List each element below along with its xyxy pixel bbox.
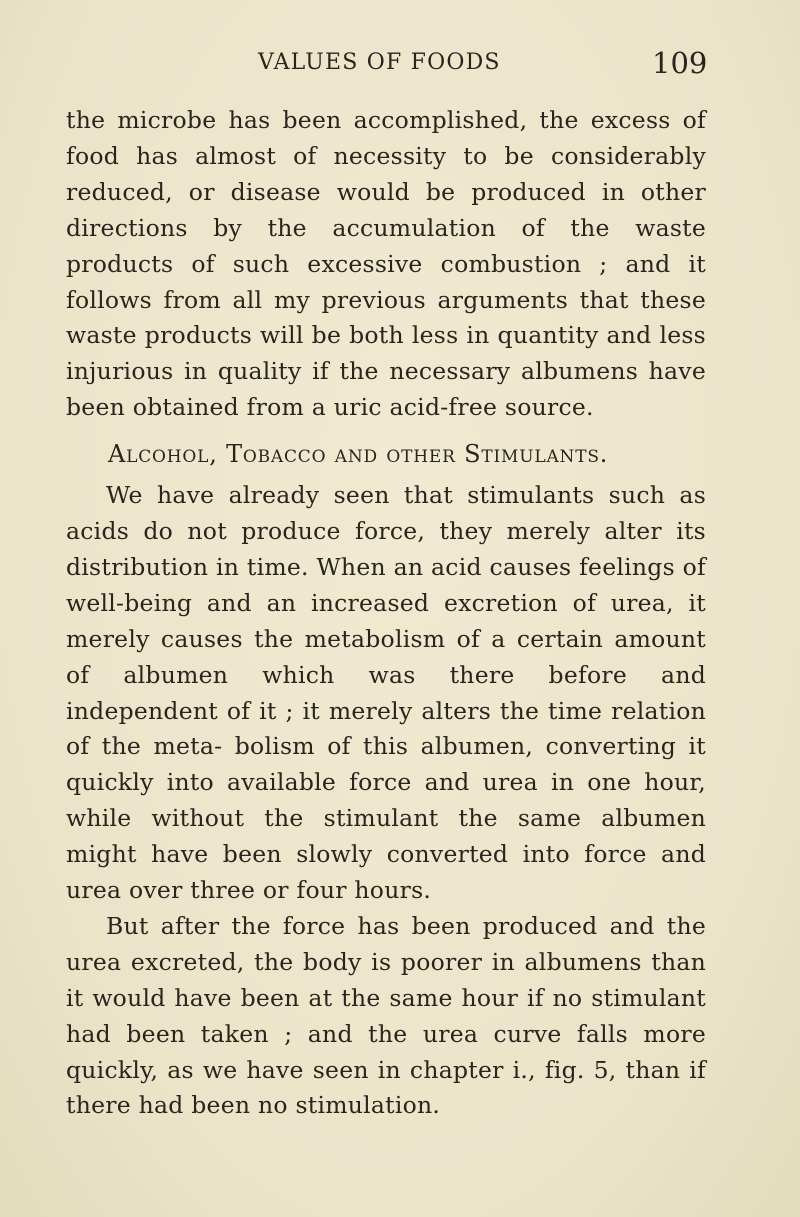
paragraph-stimulants: We have already seen that stimulants such as acids do not produce force, they merely alter its distribution in time. When an acid causes feelings of well-being and an increased excretion of urea, it merely causes the metabolism of a certain amount of albumen which was there before and independent of it ; it merely alters the time relation of the meta- bolism of this albumen, converting it quickly into available force and urea in one hour, while without the stimulant the same albumen might have been slowly converted into force and urea over three or four hours. bbox=[66, 481, 706, 905]
body-text bbox=[66, 103, 706, 1124]
running-head bbox=[0, 46, 800, 86]
section-heading: Alcohol, Tobacco and other Stimulants. bbox=[108, 440, 609, 469]
page-number: 109 bbox=[652, 46, 708, 80]
paragraph-urea-curve: But after the force has been produced and the urea excreted, the body is poorer in albumens than it would have been at the same hour if no stimulant had been taken ; and the urea curve falls more quickly, as we have seen in chapter i., fig. 5, than if there had been no stimulation. bbox=[66, 911, 706, 1120]
paragraph-continued: the microbe has been accomplished, the excess of food has almost of necessity to be considerably reduced, or disease would be produced in other directions by the accumulation of the waste products of such excessive combustion ; and it follows from all my previous arguments that these waste products will be both less in quantity and less injurious in quality if the necessary albumens have been obtained from a uric acid-free source. bbox=[66, 106, 706, 422]
running-title: VALUES OF FOODS bbox=[258, 50, 501, 75]
